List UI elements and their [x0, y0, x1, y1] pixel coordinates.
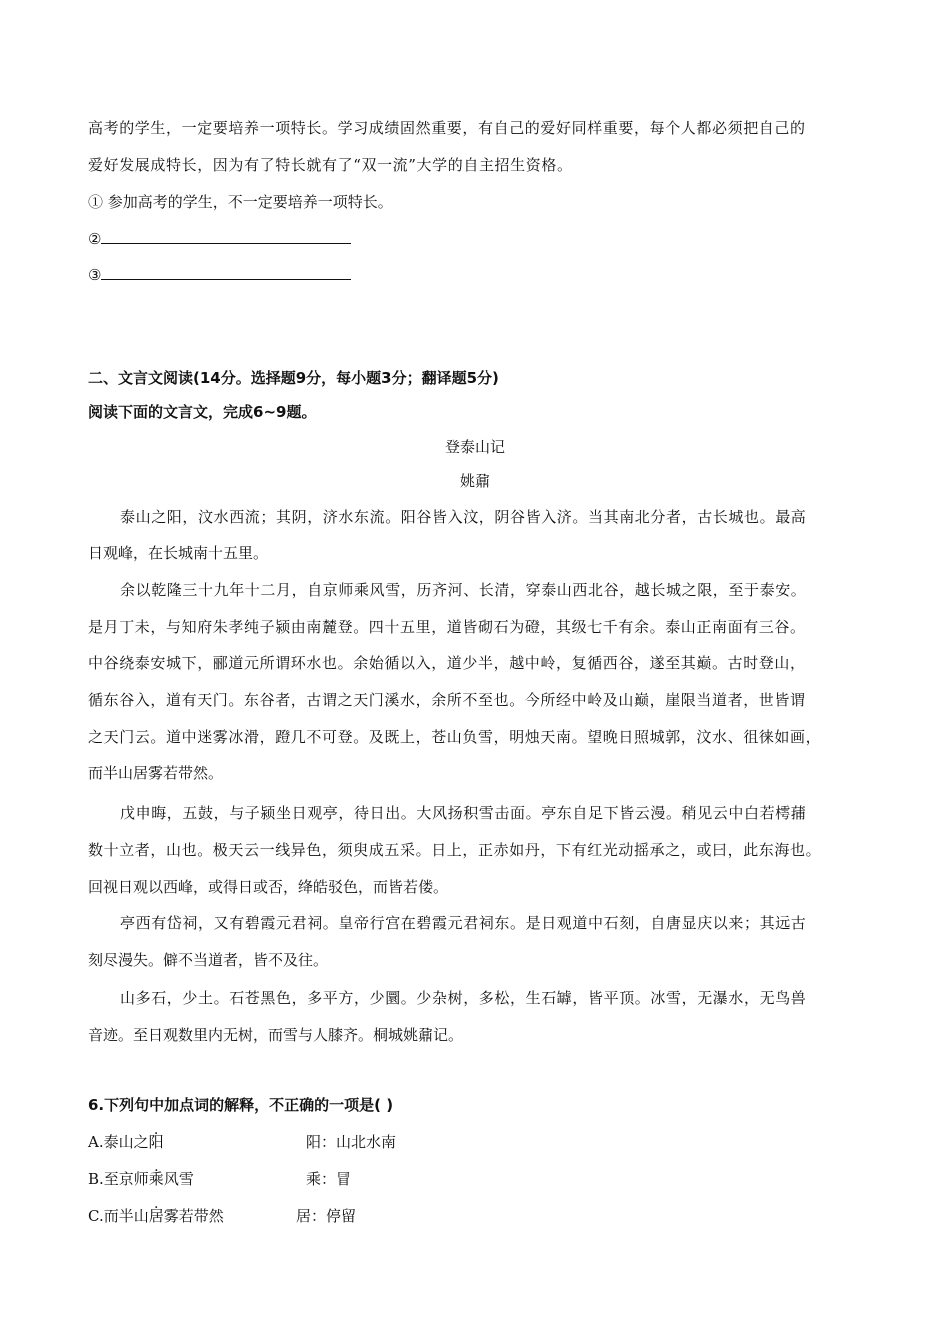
option-text: 雾若带然: [163, 1207, 224, 1225]
dotted-word: 乘: [148, 1170, 164, 1188]
passage-line: 音迹。至日观数里内无树，而雪与人膝齐。桐城姚鼐记。: [88, 1026, 464, 1044]
question-6-stem: 6.下列句中加点词的解释，不正确的一项是( ): [88, 1096, 394, 1114]
question-6-option-c[interactable]: [88, 1206, 862, 1226]
passage-line: 回视日观以西峰，或得日或否，绛皓驳色，而皆若偻。: [88, 878, 449, 896]
answer-item-3: [88, 265, 862, 285]
answer-item-3-marker: ③: [88, 266, 102, 284]
passage-line: 亭西有岱祠，又有碧霞元君祠。皇帝行宫在碧霞元君祠东。是日观道中石刻，自唐显庆以来；其远古: [120, 914, 807, 932]
option-explanation: 阳：山北水南: [306, 1133, 397, 1151]
passage-line: 余以乾隆三十九年十二月，自京师乘风雪，历齐河、长清，穿泰山西北谷，越长城之限，至于泰安。: [120, 581, 807, 599]
intro-line-2: 爱好发展成特长，因为有了特长就有了“双一流”大学的自主招生资格。: [88, 156, 573, 174]
passage-line: 戊申晦，五鼓，与子颍坐日观亭，待日出。大风扬积雪击面。亭东自足下皆云漫。稍见云中白若樗蒱: [120, 804, 807, 822]
passage-line: 山多石，少土。石苍黑色，多平方，少圜。少杂树，多松，生石罅，皆平顶。冰雪，无瀑水，无鸟兽: [120, 989, 807, 1007]
option-explanation: 乘：冒: [306, 1170, 352, 1188]
option-explanation: 居：停留: [296, 1207, 357, 1225]
passage-line: 数十立者，山也。极天云一线异色，须臾成五采。日上，正赤如丹，下有红光动摇承之，或曰，此东海也。: [88, 841, 822, 859]
dotted-word: 居: [148, 1207, 164, 1225]
option-text: A.泰山之: [88, 1133, 149, 1151]
passage-line: 循东谷入，道有天门。东谷者，古谓之天门溪水，余所不至也。今所经中岭及山巅，崖限当道者，世皆谓: [88, 691, 806, 709]
option-text: C.而半山: [88, 1207, 149, 1225]
passage-line: 之天门云。道中迷雾冰滑，蹬几不可登。及既上，苍山负雪，明烛天南。望晚日照城郭，汶水、徂徕如画，: [88, 728, 822, 746]
answer-item-2: [88, 229, 862, 249]
passage-line: 而半山居雾若带然。: [88, 764, 224, 782]
answer-blank-3[interactable]: [101, 265, 351, 280]
answer-blank-2[interactable]: [101, 229, 351, 244]
intro-line-1: 高考的学生，一定要培养一项特长。学习成绩固然重要，有自己的爱好同样重要，每个人都必须把自己的: [88, 119, 806, 137]
answer-item-1: ① 参加高考的学生，不一定要培养一项特长。: [88, 193, 393, 211]
dotted-word: 阳: [148, 1133, 164, 1151]
option-text: B.至京师: [88, 1170, 149, 1188]
section-instruction: 阅读下面的文言文，完成6~9题。: [88, 403, 317, 421]
passage-line: 泰山之阳，汶水西流；其阴，济水东流。阳谷皆入汶，阴谷皆入济。当其南北分者，古长城也。最高: [120, 508, 807, 526]
answer-item-2-marker: ②: [88, 230, 102, 248]
passage-author: 姚鼐: [459, 472, 490, 490]
passage-line: 中谷绕泰安城下，郦道元所谓环水也。余始循以入，道少半，越中岭，复循西谷，遂至其巅。古时登山，: [88, 654, 806, 672]
question-6-option-b[interactable]: [88, 1169, 862, 1189]
section-heading: 二、文言文阅读(14分。选择题9分，每小题3分；翻译题5分): [88, 369, 499, 387]
question-6-option-a[interactable]: [88, 1132, 862, 1152]
passage-title: 登泰山记: [444, 438, 505, 456]
option-text: 风雪: [163, 1170, 194, 1188]
passage-line: 日观峰，在长城南十五里。: [88, 544, 269, 562]
passage-line: 是月丁未，与知府朱孝纯子颍由南麓登。四十五里，道皆砌石为磴，其级七千有余。泰山正南面有三谷。: [88, 618, 806, 636]
passage-line: 刻尽漫失。僻不当道者，皆不及往。: [88, 951, 329, 969]
